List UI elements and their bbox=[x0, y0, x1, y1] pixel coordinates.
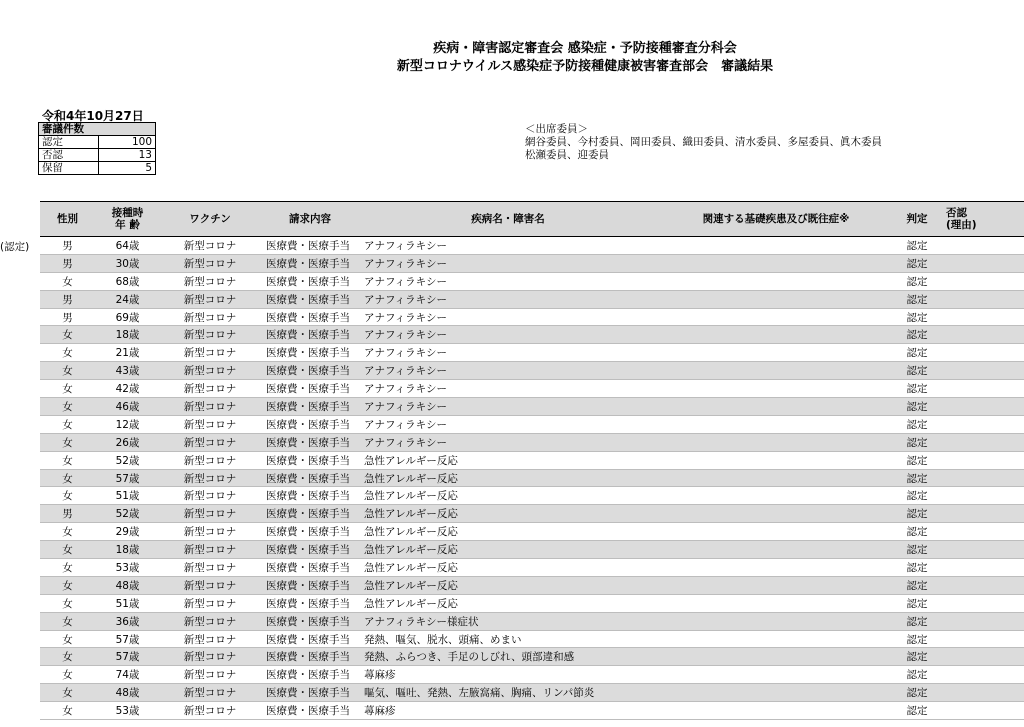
cell-related bbox=[656, 684, 896, 702]
cell-sex: 女 bbox=[40, 559, 95, 577]
cell-related bbox=[656, 594, 896, 612]
cell-related bbox=[656, 451, 896, 469]
cell-related bbox=[656, 398, 896, 416]
table-row bbox=[40, 290, 1024, 308]
cell-result: 認定 bbox=[896, 594, 938, 612]
cell-disease: アナフィラキシー bbox=[360, 254, 656, 272]
cell-vaccine: 新型コロナ bbox=[160, 344, 260, 362]
cell-result: 認定 bbox=[896, 254, 938, 272]
cell-sex: 女 bbox=[40, 541, 95, 559]
cell-age: 57歳 bbox=[95, 630, 160, 648]
cell-vaccine: 新型コロナ bbox=[160, 505, 260, 523]
cell-claim: 医療費・医療手当 bbox=[260, 254, 360, 272]
cell-claim: 医療費・医療手当 bbox=[260, 362, 360, 380]
cell-claim: 医療費・医療手当 bbox=[260, 415, 360, 433]
cell-sex: 女 bbox=[40, 487, 95, 505]
cell-disease: アナフィラキシー bbox=[360, 308, 656, 326]
cell-result: 認定 bbox=[896, 308, 938, 326]
cell-sex: 男 bbox=[40, 254, 95, 272]
cell-disease: 蕁麻疹 bbox=[360, 702, 656, 720]
cell-disease: アナフィラキシー bbox=[360, 380, 656, 398]
cell-claim: 医療費・医療手当 bbox=[260, 290, 360, 308]
header-age-line2: 年 齢 bbox=[115, 219, 140, 231]
cell-related bbox=[656, 344, 896, 362]
cell-sex: 男 bbox=[40, 505, 95, 523]
cell-sex: 女 bbox=[40, 630, 95, 648]
cell-reason bbox=[938, 648, 1024, 666]
cell-disease: 急性アレルギー反応 bbox=[360, 576, 656, 594]
cell-vaccine: 新型コロナ bbox=[160, 523, 260, 541]
cell-sex: 女 bbox=[40, 344, 95, 362]
header-age bbox=[95, 202, 160, 237]
cell-vaccine: 新型コロナ bbox=[160, 415, 260, 433]
cell-result: 認定 bbox=[896, 326, 938, 344]
cell-claim: 医療費・医療手当 bbox=[260, 594, 360, 612]
cell-reason bbox=[938, 612, 1024, 630]
cell-reason bbox=[938, 487, 1024, 505]
cell-vaccine: 新型コロナ bbox=[160, 702, 260, 720]
cell-vaccine: 新型コロナ bbox=[160, 380, 260, 398]
cell-reason bbox=[938, 702, 1024, 720]
cell-reason bbox=[938, 594, 1024, 612]
cell-disease: アナフィラキシー bbox=[360, 433, 656, 451]
header-reason bbox=[938, 202, 1024, 237]
header-result: 判定 bbox=[896, 202, 938, 237]
cell-disease: 急性アレルギー反応 bbox=[360, 469, 656, 487]
cell-claim: 医療費・医療手当 bbox=[260, 308, 360, 326]
cell-reason bbox=[938, 451, 1024, 469]
cell-age: 52歳 bbox=[95, 451, 160, 469]
cell-reason bbox=[938, 630, 1024, 648]
cell-reason bbox=[938, 505, 1024, 523]
cell-age: 24歳 bbox=[95, 290, 160, 308]
cell-reason bbox=[938, 326, 1024, 344]
table-row bbox=[40, 702, 1024, 720]
meeting-date: 令和4年10月27日 bbox=[42, 109, 144, 123]
cell-result: 認定 bbox=[896, 451, 938, 469]
cell-disease: 急性アレルギー反応 bbox=[360, 505, 656, 523]
cell-disease: アナフィラキシー bbox=[360, 362, 656, 380]
results-table bbox=[40, 201, 1024, 720]
cell-result: 認定 bbox=[896, 559, 938, 577]
cell-sex: 女 bbox=[40, 576, 95, 594]
cell-result: 認定 bbox=[896, 630, 938, 648]
cell-age: 68歳 bbox=[95, 272, 160, 290]
cell-result: 認定 bbox=[896, 576, 938, 594]
cell-age: 26歳 bbox=[95, 433, 160, 451]
cell-sex: 女 bbox=[40, 666, 95, 684]
cell-disease: アナフィラキシー bbox=[360, 344, 656, 362]
summary-count: 100 bbox=[98, 136, 156, 149]
table-row bbox=[40, 684, 1024, 702]
cell-sex: 男 bbox=[40, 290, 95, 308]
cell-result: 認定 bbox=[896, 487, 938, 505]
cell-disease: アナフィラキシー bbox=[360, 237, 656, 255]
cell-age: 52歳 bbox=[95, 505, 160, 523]
cell-sex: 女 bbox=[40, 380, 95, 398]
table-row bbox=[40, 362, 1024, 380]
cell-age: 53歳 bbox=[95, 702, 160, 720]
cell-disease: 急性アレルギー反応 bbox=[360, 451, 656, 469]
cell-result: 認定 bbox=[896, 272, 938, 290]
cell-result: 認定 bbox=[896, 237, 938, 255]
table-row bbox=[40, 648, 1024, 666]
cell-disease: 嘔気、嘔吐、発熱、左腋窩痛、胸痛、リンパ節炎 bbox=[360, 684, 656, 702]
table-header-row bbox=[40, 202, 1024, 237]
cell-disease: アナフィラキシー bbox=[360, 326, 656, 344]
cell-age: 53歳 bbox=[95, 559, 160, 577]
cell-reason bbox=[938, 523, 1024, 541]
cell-sex: 男 bbox=[40, 308, 95, 326]
cell-related bbox=[656, 380, 896, 398]
table-row bbox=[40, 308, 1024, 326]
cell-age: 18歳 bbox=[95, 541, 160, 559]
cell-claim: 医療費・医療手当 bbox=[260, 344, 360, 362]
cell-claim: 医療費・医療手当 bbox=[260, 237, 360, 255]
section-label-approved: (認定) bbox=[0, 241, 30, 253]
cell-reason bbox=[938, 469, 1024, 487]
cell-result: 認定 bbox=[896, 398, 938, 416]
cell-vaccine: 新型コロナ bbox=[160, 684, 260, 702]
cell-reason bbox=[938, 308, 1024, 326]
cell-vaccine: 新型コロナ bbox=[160, 541, 260, 559]
cell-reason bbox=[938, 433, 1024, 451]
header-reason-line1: 否認 bbox=[946, 207, 967, 219]
cell-reason bbox=[938, 290, 1024, 308]
cell-vaccine: 新型コロナ bbox=[160, 630, 260, 648]
summary-label: 保留 bbox=[39, 162, 99, 175]
members-line: 網谷委員、今村委員、岡田委員、織田委員、清水委員、多屋委員、眞木委員 bbox=[525, 136, 882, 148]
cell-vaccine: 新型コロナ bbox=[160, 451, 260, 469]
cell-age: 18歳 bbox=[95, 326, 160, 344]
cell-sex: 女 bbox=[40, 326, 95, 344]
cell-disease: アナフィラキシー bbox=[360, 290, 656, 308]
cell-related bbox=[656, 541, 896, 559]
table-row bbox=[40, 594, 1024, 612]
cell-reason bbox=[938, 666, 1024, 684]
cell-reason bbox=[938, 272, 1024, 290]
cell-sex: 女 bbox=[40, 272, 95, 290]
cell-claim: 医療費・医療手当 bbox=[260, 380, 360, 398]
cell-sex: 女 bbox=[40, 594, 95, 612]
cell-disease: 急性アレルギー反応 bbox=[360, 559, 656, 577]
cell-related bbox=[656, 648, 896, 666]
cell-vaccine: 新型コロナ bbox=[160, 594, 260, 612]
cell-vaccine: 新型コロナ bbox=[160, 559, 260, 577]
cell-reason bbox=[938, 415, 1024, 433]
table-row bbox=[40, 398, 1024, 416]
cell-result: 認定 bbox=[896, 612, 938, 630]
cell-related bbox=[656, 469, 896, 487]
cell-related bbox=[656, 559, 896, 577]
cell-vaccine: 新型コロナ bbox=[160, 272, 260, 290]
cell-result: 認定 bbox=[896, 505, 938, 523]
cell-vaccine: 新型コロナ bbox=[160, 254, 260, 272]
cell-reason bbox=[938, 559, 1024, 577]
cell-disease: 蕁麻疹 bbox=[360, 666, 656, 684]
table-row bbox=[40, 523, 1024, 541]
cell-age: 57歳 bbox=[95, 648, 160, 666]
cell-sex: 女 bbox=[40, 362, 95, 380]
table-row bbox=[40, 272, 1024, 290]
members-label: ＜出席委員＞ bbox=[525, 123, 588, 135]
cell-claim: 医療費・医療手当 bbox=[260, 469, 360, 487]
cell-claim: 医療費・医療手当 bbox=[260, 541, 360, 559]
cell-claim: 医療費・医療手当 bbox=[260, 326, 360, 344]
cell-related bbox=[656, 362, 896, 380]
table-row bbox=[40, 487, 1024, 505]
cell-claim: 医療費・医療手当 bbox=[260, 630, 360, 648]
table-row bbox=[40, 469, 1024, 487]
table-row bbox=[40, 559, 1024, 577]
table-row bbox=[40, 451, 1024, 469]
cell-age: 74歳 bbox=[95, 666, 160, 684]
cell-reason bbox=[938, 254, 1024, 272]
attending-members bbox=[525, 123, 882, 162]
cell-result: 認定 bbox=[896, 684, 938, 702]
cell-vaccine: 新型コロナ bbox=[160, 326, 260, 344]
cell-age: 42歳 bbox=[95, 380, 160, 398]
cell-vaccine: 新型コロナ bbox=[160, 398, 260, 416]
cell-result: 認定 bbox=[896, 415, 938, 433]
cell-vaccine: 新型コロナ bbox=[160, 612, 260, 630]
cell-vaccine: 新型コロナ bbox=[160, 362, 260, 380]
table-row bbox=[40, 666, 1024, 684]
cell-disease: アナフィラキシー様症状 bbox=[360, 612, 656, 630]
table-row bbox=[40, 326, 1024, 344]
cell-related bbox=[656, 576, 896, 594]
cell-age: 12歳 bbox=[95, 415, 160, 433]
header-disease: 疾病名・障害名 bbox=[360, 202, 656, 237]
header-vaccine: ワクチン bbox=[160, 202, 260, 237]
cell-vaccine: 新型コロナ bbox=[160, 290, 260, 308]
cell-disease: アナフィラキシー bbox=[360, 272, 656, 290]
cell-sex: 女 bbox=[40, 684, 95, 702]
table-row bbox=[40, 254, 1024, 272]
cell-age: 57歳 bbox=[95, 469, 160, 487]
cell-vaccine: 新型コロナ bbox=[160, 648, 260, 666]
cell-result: 認定 bbox=[896, 290, 938, 308]
table-row bbox=[40, 541, 1024, 559]
cell-age: 21歳 bbox=[95, 344, 160, 362]
cell-disease: アナフィラキシー bbox=[360, 415, 656, 433]
cell-age: 46歳 bbox=[95, 398, 160, 416]
cell-claim: 医療費・医療手当 bbox=[260, 505, 360, 523]
cell-related bbox=[656, 505, 896, 523]
header-related: 関連する基礎疾患及び既往症※ bbox=[656, 202, 896, 237]
cell-claim: 医療費・医療手当 bbox=[260, 576, 360, 594]
deliberation-count-table bbox=[38, 122, 156, 175]
cell-age: 30歳 bbox=[95, 254, 160, 272]
cell-result: 認定 bbox=[896, 433, 938, 451]
cell-sex: 女 bbox=[40, 612, 95, 630]
cell-vaccine: 新型コロナ bbox=[160, 576, 260, 594]
cell-disease: 急性アレルギー反応 bbox=[360, 594, 656, 612]
table-row bbox=[40, 433, 1024, 451]
cell-age: 48歳 bbox=[95, 576, 160, 594]
cell-related bbox=[656, 415, 896, 433]
cell-sex: 女 bbox=[40, 415, 95, 433]
cell-result: 認定 bbox=[896, 344, 938, 362]
cell-reason bbox=[938, 398, 1024, 416]
cell-related bbox=[656, 272, 896, 290]
cell-disease: 発熱、ふらつき、手足のしびれ、頭部違和感 bbox=[360, 648, 656, 666]
cell-age: 51歳 bbox=[95, 487, 160, 505]
cell-age: 51歳 bbox=[95, 594, 160, 612]
cell-result: 認定 bbox=[896, 380, 938, 398]
cell-sex: 女 bbox=[40, 398, 95, 416]
cell-result: 認定 bbox=[896, 523, 938, 541]
cell-vaccine: 新型コロナ bbox=[160, 666, 260, 684]
document-title-line1: 疾病・障害認定審査会 感染症・予防接種審査分科会 bbox=[433, 41, 737, 56]
cell-vaccine: 新型コロナ bbox=[160, 469, 260, 487]
cell-related bbox=[656, 523, 896, 541]
cell-reason bbox=[938, 576, 1024, 594]
cell-related bbox=[656, 290, 896, 308]
cell-age: 64歳 bbox=[95, 237, 160, 255]
cell-claim: 医療費・医療手当 bbox=[260, 684, 360, 702]
cell-result: 認定 bbox=[896, 666, 938, 684]
cell-claim: 医療費・医療手当 bbox=[260, 559, 360, 577]
cell-reason bbox=[938, 344, 1024, 362]
cell-related bbox=[656, 487, 896, 505]
table-row bbox=[40, 612, 1024, 630]
cell-related bbox=[656, 612, 896, 630]
cell-claim: 医療費・医療手当 bbox=[260, 433, 360, 451]
summary-label: 否認 bbox=[39, 149, 99, 162]
cell-sex: 女 bbox=[40, 469, 95, 487]
cell-sex: 女 bbox=[40, 451, 95, 469]
cell-vaccine: 新型コロナ bbox=[160, 487, 260, 505]
cell-age: 29歳 bbox=[95, 523, 160, 541]
cell-claim: 医療費・医療手当 bbox=[260, 451, 360, 469]
cell-reason bbox=[938, 362, 1024, 380]
cell-reason bbox=[938, 684, 1024, 702]
cell-related bbox=[656, 630, 896, 648]
cell-disease: 急性アレルギー反応 bbox=[360, 523, 656, 541]
table-row bbox=[40, 344, 1024, 362]
table-row bbox=[40, 576, 1024, 594]
cell-result: 認定 bbox=[896, 362, 938, 380]
cell-sex: 女 bbox=[40, 702, 95, 720]
cell-reason bbox=[938, 237, 1024, 255]
cell-claim: 医療費・医療手当 bbox=[260, 702, 360, 720]
summary-header: 審議件数 bbox=[39, 123, 156, 136]
cell-claim: 医療費・医療手当 bbox=[260, 612, 360, 630]
cell-claim: 医療費・医療手当 bbox=[260, 648, 360, 666]
cell-related bbox=[656, 433, 896, 451]
cell-result: 認定 bbox=[896, 648, 938, 666]
summary-label: 認定 bbox=[39, 136, 99, 149]
cell-disease: 発熱、嘔気、脱水、頭痛、めまい bbox=[360, 630, 656, 648]
table-row bbox=[40, 380, 1024, 398]
cell-age: 36歳 bbox=[95, 612, 160, 630]
cell-claim: 医療費・医療手当 bbox=[260, 398, 360, 416]
header-sex: 性別 bbox=[40, 202, 95, 237]
cell-claim: 医療費・医療手当 bbox=[260, 523, 360, 541]
members-line: 松瀬委員、迎委員 bbox=[525, 149, 609, 161]
cell-vaccine: 新型コロナ bbox=[160, 237, 260, 255]
cell-disease: 急性アレルギー反応 bbox=[360, 487, 656, 505]
table-row bbox=[40, 237, 1024, 255]
header-reason-line2: (理由) bbox=[946, 219, 977, 231]
cell-claim: 医療費・医療手当 bbox=[260, 272, 360, 290]
summary-count: 13 bbox=[98, 149, 156, 162]
cell-related bbox=[656, 308, 896, 326]
cell-result: 認定 bbox=[896, 702, 938, 720]
cell-disease: アナフィラキシー bbox=[360, 398, 656, 416]
header-age-line1: 接種時 bbox=[111, 207, 144, 219]
cell-reason bbox=[938, 541, 1024, 559]
cell-vaccine: 新型コロナ bbox=[160, 433, 260, 451]
cell-sex: 男 bbox=[40, 237, 95, 255]
cell-disease: 急性アレルギー反応 bbox=[360, 541, 656, 559]
cell-claim: 医療費・医療手当 bbox=[260, 666, 360, 684]
header-claim: 請求内容 bbox=[260, 202, 360, 237]
cell-sex: 女 bbox=[40, 433, 95, 451]
cell-related bbox=[656, 254, 896, 272]
cell-sex: 女 bbox=[40, 648, 95, 666]
cell-age: 43歳 bbox=[95, 362, 160, 380]
table-row bbox=[40, 505, 1024, 523]
cell-related bbox=[656, 237, 896, 255]
cell-reason bbox=[938, 380, 1024, 398]
summary-count: 5 bbox=[98, 162, 156, 175]
cell-related bbox=[656, 326, 896, 344]
cell-sex: 女 bbox=[40, 523, 95, 541]
cell-vaccine: 新型コロナ bbox=[160, 308, 260, 326]
cell-related bbox=[656, 702, 896, 720]
cell-age: 69歳 bbox=[95, 308, 160, 326]
cell-age: 48歳 bbox=[95, 684, 160, 702]
table-row bbox=[40, 415, 1024, 433]
cell-related bbox=[656, 666, 896, 684]
table-row bbox=[40, 630, 1024, 648]
cell-result: 認定 bbox=[896, 541, 938, 559]
cell-result: 認定 bbox=[896, 469, 938, 487]
cell-claim: 医療費・医療手当 bbox=[260, 487, 360, 505]
document-title-line2: 新型コロナウイルス感染症予防接種健康被害審査部会 審議結果 bbox=[396, 59, 774, 74]
